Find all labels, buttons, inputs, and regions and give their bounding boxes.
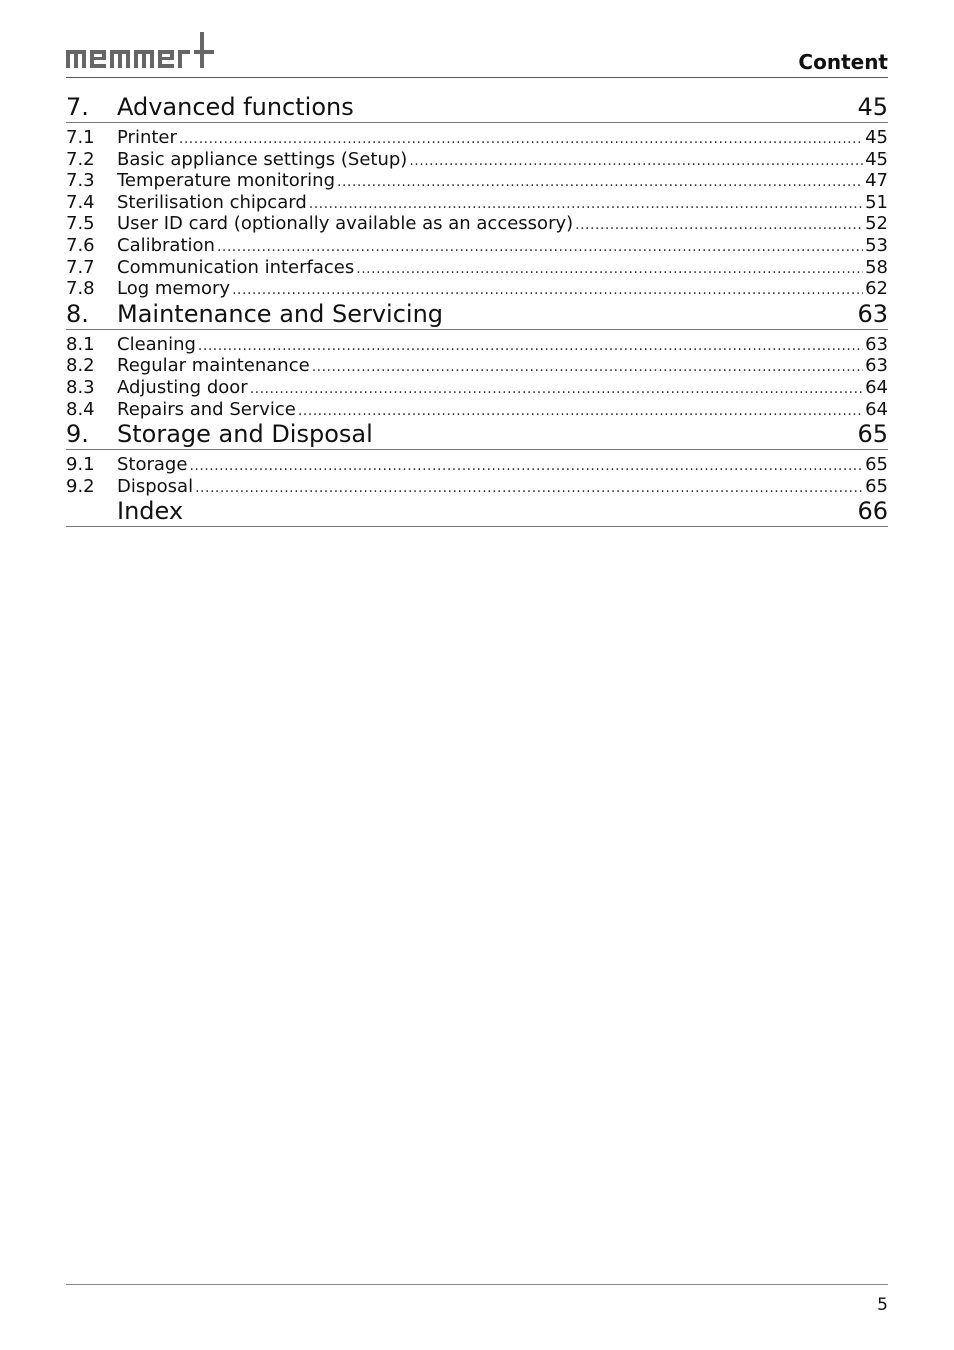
chapter-title: Storage and Disposal bbox=[117, 420, 373, 449]
entry-page: 45 bbox=[865, 148, 888, 170]
toc-chapter[interactable] bbox=[66, 93, 888, 123]
dot-leader bbox=[309, 194, 863, 216]
chapter-page: 63 bbox=[857, 299, 888, 328]
dot-leader bbox=[189, 456, 863, 478]
entry-number: 7.1 bbox=[66, 127, 95, 148]
dot-leader bbox=[217, 237, 863, 259]
entry-title: Calibration bbox=[117, 234, 215, 256]
dot-leader bbox=[409, 151, 863, 173]
toc-entry[interactable] bbox=[66, 192, 888, 214]
chapter-page: 45 bbox=[857, 93, 888, 121]
page-number: 5 bbox=[877, 1295, 888, 1315]
entry-page: 65 bbox=[865, 454, 888, 476]
entry-title: Disposal bbox=[117, 475, 194, 497]
entry-title: Regular maintenance bbox=[117, 355, 310, 377]
entry-number: 7.2 bbox=[66, 148, 95, 170]
chapter-title: Maintenance and Servicing bbox=[117, 299, 444, 328]
memmert-logo bbox=[66, 30, 216, 76]
dot-leader bbox=[179, 129, 863, 151]
entry-page: 53 bbox=[865, 234, 888, 256]
footer-divider bbox=[66, 1284, 888, 1285]
toc-entry[interactable] bbox=[66, 170, 888, 192]
entry-title: Log memory bbox=[117, 278, 231, 300]
dot-leader bbox=[575, 215, 863, 237]
entry-number: 9.1 bbox=[66, 454, 95, 476]
entry-title: Communication interfaces bbox=[117, 256, 355, 278]
dot-leader bbox=[250, 379, 863, 401]
toc-entry[interactable] bbox=[66, 377, 888, 399]
entry-page: 62 bbox=[865, 278, 888, 300]
toc-entry[interactable] bbox=[66, 476, 888, 498]
chapter-page: 65 bbox=[857, 420, 888, 449]
dot-leader bbox=[232, 280, 863, 302]
toc-entry[interactable] bbox=[66, 399, 888, 421]
dot-leader bbox=[195, 478, 863, 500]
toc-chapter[interactable] bbox=[66, 497, 888, 527]
toc-entry[interactable] bbox=[66, 278, 888, 300]
entry-number: 7.7 bbox=[66, 256, 95, 278]
entry-number: 8.3 bbox=[66, 376, 95, 398]
entry-page: 52 bbox=[865, 213, 888, 235]
entry-page: 58 bbox=[865, 256, 888, 278]
chapter-title: Index bbox=[117, 497, 184, 526]
chapter-page: 66 bbox=[857, 497, 888, 526]
chapter-number: 8. bbox=[66, 299, 89, 328]
entry-title: Cleaning bbox=[117, 333, 196, 355]
toc-chapter[interactable] bbox=[66, 420, 888, 450]
header-divider bbox=[66, 77, 888, 78]
entry-page: 63 bbox=[865, 355, 888, 377]
chapter-title: Advanced functions bbox=[117, 93, 354, 121]
toc-entry[interactable] bbox=[66, 454, 888, 476]
entry-number: 7.4 bbox=[66, 191, 95, 213]
dot-leader bbox=[198, 336, 863, 358]
entry-title: Temperature monitoring bbox=[117, 170, 336, 192]
toc-chapter[interactable] bbox=[66, 300, 888, 330]
entry-page: 65 bbox=[865, 475, 888, 497]
entry-page: 64 bbox=[865, 376, 888, 398]
entry-title: User ID card (optionally available as an accessory) bbox=[117, 213, 574, 235]
entry-title: Adjusting door bbox=[117, 376, 248, 398]
entry-title: Basic appliance settings (Setup) bbox=[117, 148, 408, 170]
entry-number: 9.2 bbox=[66, 475, 95, 497]
entry-page: 64 bbox=[865, 398, 888, 420]
header-section-label: Content bbox=[798, 50, 888, 74]
entry-title: Printer bbox=[117, 127, 177, 148]
entry-title: Storage bbox=[117, 454, 188, 476]
dot-leader bbox=[337, 172, 863, 194]
entry-number: 7.3 bbox=[66, 170, 95, 192]
entry-number: 8.2 bbox=[66, 355, 95, 377]
toc-entry[interactable] bbox=[66, 257, 888, 279]
chapter-number: 9. bbox=[66, 420, 89, 449]
entry-page: 47 bbox=[865, 170, 888, 192]
toc-entry[interactable] bbox=[66, 213, 888, 235]
toc-entry[interactable] bbox=[66, 149, 888, 171]
toc-entry[interactable] bbox=[66, 235, 888, 257]
toc-entry[interactable] bbox=[66, 127, 888, 149]
entry-page: 45 bbox=[865, 127, 888, 148]
table-of-contents bbox=[66, 93, 888, 531]
toc-entry[interactable] bbox=[66, 355, 888, 377]
entry-number: 7.6 bbox=[66, 234, 95, 256]
entry-title: Repairs and Service bbox=[117, 398, 296, 420]
entry-page: 63 bbox=[865, 333, 888, 355]
toc-entry[interactable] bbox=[66, 334, 888, 356]
dot-leader bbox=[356, 259, 863, 281]
entry-number: 7.5 bbox=[66, 213, 95, 235]
entry-page: 51 bbox=[865, 191, 888, 213]
entry-number: 8.1 bbox=[66, 333, 95, 355]
entry-number: 8.4 bbox=[66, 398, 95, 420]
dot-leader bbox=[298, 401, 863, 423]
entry-title: Sterilisation chipcard bbox=[117, 191, 307, 213]
entry-number: 7.8 bbox=[66, 278, 95, 300]
chapter-number: 7. bbox=[66, 93, 89, 121]
dot-leader bbox=[312, 357, 863, 379]
